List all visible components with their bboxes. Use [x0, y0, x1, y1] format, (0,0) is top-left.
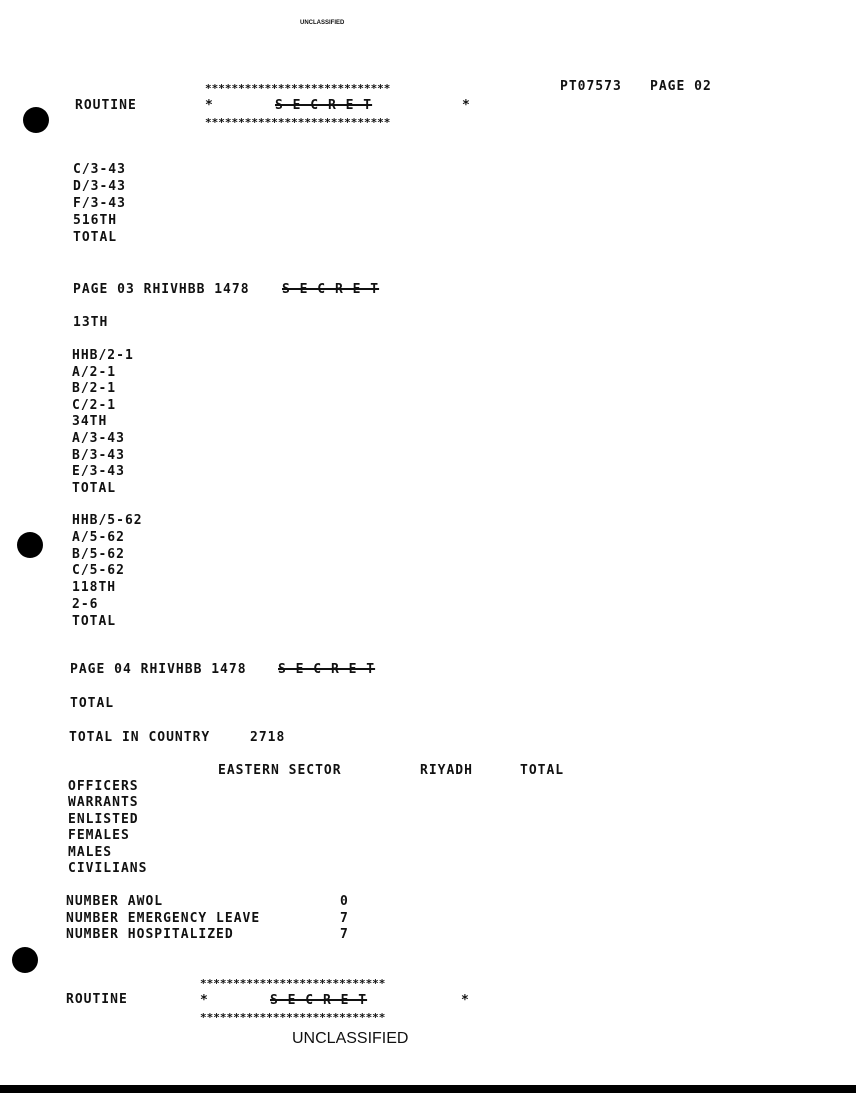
counts-cell: 7	[340, 927, 349, 942]
page04-secret: S E C R E T	[278, 662, 376, 677]
page03-group-b-cell: B/3-43	[72, 447, 125, 463]
counts-cell: NUMBER AWOL	[66, 894, 164, 909]
header-star-left: *	[205, 98, 214, 113]
page03-secret: S E C R E T	[282, 282, 380, 297]
page03-group-a-cell: 13TH	[73, 315, 109, 330]
top-classification: UNCLASSIFIED	[300, 20, 345, 26]
counts-cell: 0	[340, 894, 349, 909]
page03-group-c-cell: C/5-62	[72, 563, 125, 579]
page03-group-b-cell: 34TH	[72, 414, 108, 430]
page-number: PAGE 02	[650, 79, 712, 94]
footer-stars-top: ****************************	[200, 977, 386, 990]
punch-hole-top	[23, 107, 49, 133]
footer-stars-bottom: ****************************	[200, 1011, 386, 1024]
section1-cell: TOTAL	[73, 230, 118, 245]
page03-group-b-cell: C/2-1	[72, 397, 117, 413]
page03-group-b-cell: TOTAL	[72, 480, 117, 496]
footer-secret: S E C R E T	[270, 993, 368, 1008]
punch-hole-bottom	[12, 947, 38, 973]
header-stars-bottom: ****************************	[205, 116, 391, 129]
header-stars-top: ****************************	[205, 82, 391, 95]
counts-cell: NUMBER HOSPITALIZED	[66, 927, 234, 942]
page03-group-b-cell: A/2-1	[72, 364, 117, 380]
punch-hole-middle	[17, 532, 43, 558]
page03-group-b-cell: B/2-1	[72, 381, 117, 397]
page03-group-b-cell: A/3-43	[72, 431, 125, 446]
section1-cell: D/3-43	[73, 179, 126, 194]
summary-header-eastern: EASTERN SECTOR	[218, 763, 342, 778]
summary-header-riyadh: RIYADH	[420, 763, 473, 778]
section1-cell: C/3-43	[73, 162, 126, 177]
section1-cell: 516TH	[73, 213, 118, 228]
page03-group-c-cell: 118TH	[72, 580, 117, 596]
page04-header: PAGE 04 RHIVHBB 1478	[70, 662, 247, 677]
counts-cell: NUMBER EMERGENCY LEAVE	[66, 910, 261, 926]
summary-cell: MALES	[68, 844, 113, 860]
bottom-edge-bar	[0, 1085, 856, 1093]
summary-cell: CIVILIANS	[68, 861, 148, 876]
summary-cell: WARRANTS	[68, 795, 139, 811]
footer-star-left: *	[200, 993, 209, 1008]
counts-cell: 7	[340, 910, 349, 926]
summary-cell: OFFICERS	[68, 779, 139, 794]
summary-cell: ENLISTED	[68, 811, 139, 827]
header-star-right: *	[462, 98, 471, 113]
section1-cell: F/3-43	[73, 196, 126, 211]
page03-group-c-cell: B/5-62	[72, 546, 125, 562]
page03-group-c-cell: A/5-62	[72, 529, 125, 545]
footer-routine: ROUTINE	[66, 992, 128, 1007]
header-routine: ROUTINE	[75, 98, 137, 113]
page03-group-c-cell: HHB/5-62	[72, 513, 143, 528]
summary-cell: FEMALES	[68, 828, 130, 844]
grand-total-cell: TOTAL	[70, 696, 115, 711]
bottom-classification: UNCLASSIFIED	[292, 1030, 409, 1047]
page03-group-c-cell: 2-6	[72, 597, 99, 612]
page03-group-c-cell: TOTAL	[72, 613, 117, 629]
page03-header: PAGE 03 RHIVHBB 1478	[73, 282, 250, 297]
header-secret: S E C R E T	[275, 98, 373, 113]
summary-header-total: TOTAL	[520, 763, 565, 778]
page03-group-b-cell: HHB/2-1	[72, 348, 134, 363]
total-in-country-value: 2718	[250, 730, 286, 745]
page03-group-b-cell: E/3-43	[72, 464, 125, 480]
total-in-country-label: TOTAL IN COUNTRY	[69, 730, 211, 745]
message-id: PT07573	[560, 79, 622, 94]
footer-star-right: *	[461, 993, 470, 1008]
